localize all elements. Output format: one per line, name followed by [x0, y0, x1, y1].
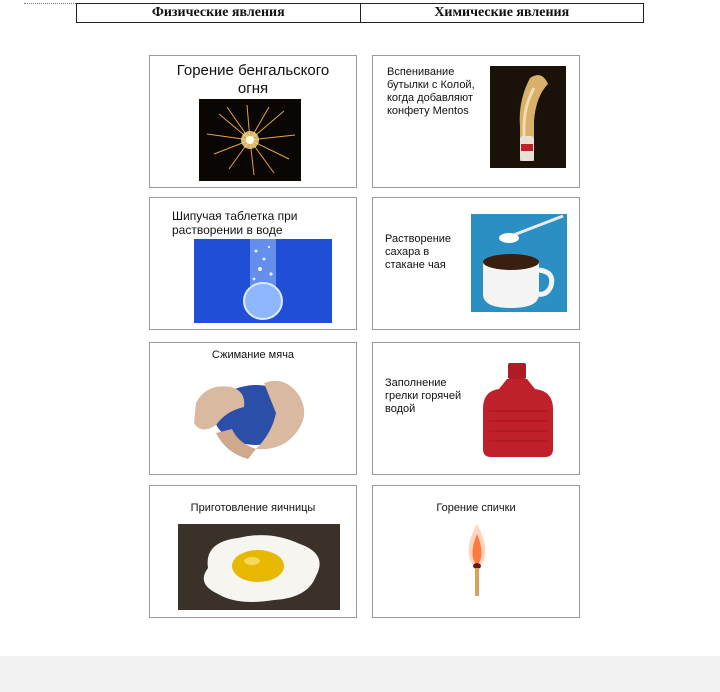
cola-fountain-photo: [490, 66, 566, 168]
hot-water-bottle-photo: [477, 361, 559, 461]
card-egg-caption: Приготовление яичницы: [190, 502, 316, 514]
card-match-caption: Горение спички: [436, 502, 516, 514]
burning-match-photo: [463, 520, 491, 598]
fizzy-tablet-photo: [194, 239, 332, 323]
bottom-bar: [0, 656, 720, 692]
classification-table-header: [76, 3, 644, 23]
card-sparkler[interactable]: [149, 55, 357, 188]
card-mentos-caption: Вспенивание бутылки с Колой, когда добавляют конфету Mentos: [387, 66, 475, 117]
card-mentos[interactable]: [372, 55, 580, 188]
card-sugar[interactable]: [372, 197, 580, 330]
squeezed-ball-photo: [186, 363, 318, 467]
chemical-column-header: Химические явления: [360, 4, 644, 22]
card-hotwater[interactable]: [372, 342, 580, 475]
tea-cup-photo: [471, 214, 567, 312]
card-sparkler-caption: Горение бенгальского огня: [176, 62, 330, 97]
card-match[interactable]: [372, 485, 580, 618]
card-ball-caption: Сжимание мяча: [211, 349, 295, 361]
card-tablet[interactable]: [149, 197, 357, 330]
card-sugar-caption: Растворение сахара в стакане чая: [385, 233, 452, 271]
sparkler-photo: [199, 99, 301, 181]
card-egg[interactable]: [149, 485, 357, 618]
card-hotwater-caption: Заполнение грелки горячей водой: [385, 377, 462, 415]
fried-egg-photo: [178, 524, 340, 610]
card-tablet-caption: Шипучая таблетка при растворении в воде: [172, 209, 298, 237]
physical-column-header: Физические явления: [151, 5, 285, 20]
card-ball[interactable]: [149, 342, 357, 475]
